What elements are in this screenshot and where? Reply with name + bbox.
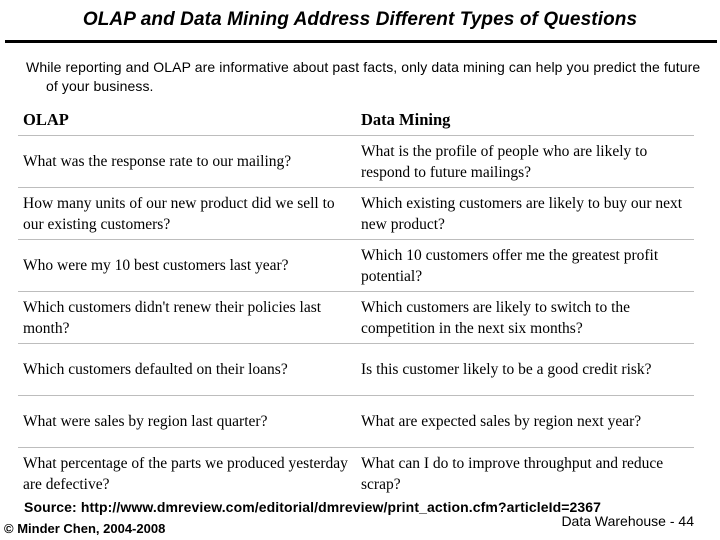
mining-question: What can I do to improve throughput and reduce scrap? xyxy=(361,454,664,493)
olap-question: Which customers defaulted on their loans? xyxy=(18,344,356,396)
header-olap: OLAP xyxy=(18,104,356,136)
mining-question: Which existing customers are likely to buy our next new product? xyxy=(356,188,694,240)
mining-question: What is the profile of people who are likely to respond to future mailings? xyxy=(356,136,694,188)
table-row xyxy=(18,448,694,500)
table-row xyxy=(18,136,694,188)
olap-question: What was the response rate to our mailing? xyxy=(18,136,356,188)
olap-question: How many units of our new product did we sell to our existing customers? xyxy=(18,188,356,240)
copyright-notice: © Minder Chen, 2004-2008 xyxy=(4,521,166,536)
mining-question: What are expected sales by region next year? xyxy=(356,396,694,448)
table-header-row xyxy=(18,104,694,136)
header-data-mining: Data Mining xyxy=(356,104,694,136)
table-row xyxy=(18,396,694,448)
page-number: Data Warehouse - 44 xyxy=(561,513,694,529)
table-row xyxy=(18,344,694,396)
table-row xyxy=(18,188,694,240)
mining-question: Which customers are likely to switch to the competition in the next six months? xyxy=(356,292,694,344)
olap-question: Who were my 10 best customers last year? xyxy=(18,240,356,292)
comparison-table xyxy=(18,104,694,499)
olap-question: What percentage of the parts we produced yesterday are defective? xyxy=(23,454,348,493)
table-row xyxy=(18,292,694,344)
intro-text: While reporting and OLAP are informative about past facts, only data mining can help you predict the future of your business. xyxy=(26,59,701,94)
table-row xyxy=(18,240,694,292)
olap-question: Which customers didn't renew their policies last month? xyxy=(18,292,356,344)
mining-question: Is this customer likely to be a good credit risk? xyxy=(356,344,694,396)
source-citation: Source: http://www.dmreview.com/editorial/dmreview/print_action.cfm?articleId=2367 xyxy=(24,499,602,515)
olap-question: What were sales by region last quarter? xyxy=(18,396,356,448)
slide-title: OLAP and Data Mining Address Different Types of Questions xyxy=(82,9,638,30)
mining-question: Which 10 customers offer me the greatest profit potential? xyxy=(356,240,694,292)
title-divider xyxy=(5,40,717,43)
